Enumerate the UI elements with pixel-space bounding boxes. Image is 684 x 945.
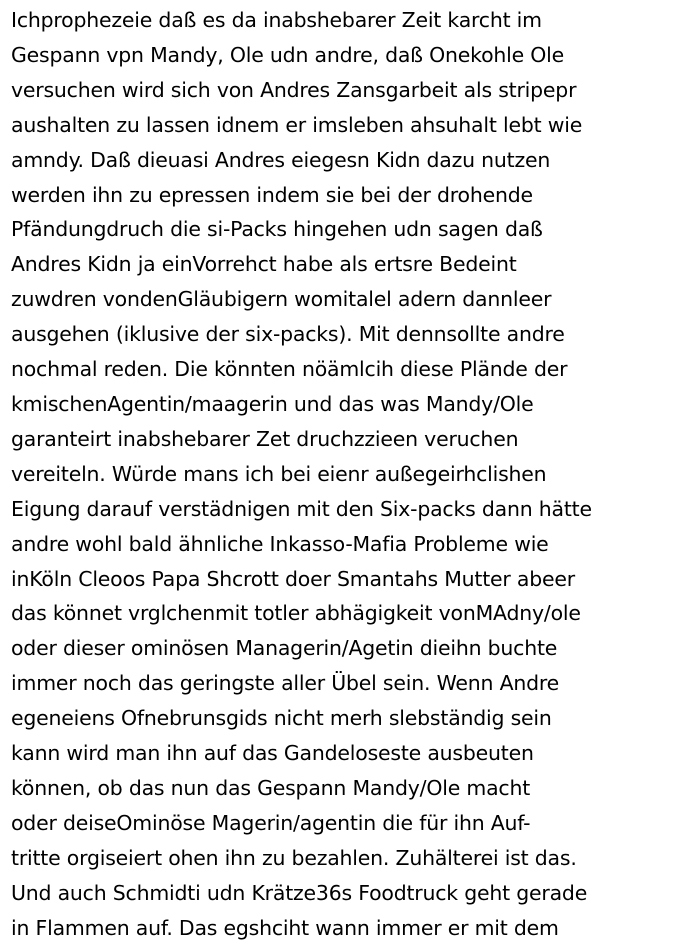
document-text-block	[11, 3, 683, 945]
text-line: in Flammen auf. Das egshciht wann immer er mit dem	[11, 915, 559, 940]
text-line: versuchen wird sich von Andres Zansgarbeit als stripepr	[11, 77, 577, 102]
text-line: vereiteln. Würde mans ich bei eienr außegeirhclishen	[11, 461, 547, 486]
text-line: Andres Kidn ja einVorrehct habe als ertsre Bedeint	[11, 252, 517, 277]
text-line: inKöln Cleoos Papa Shcrott doer Smantahs Mutter abeer	[11, 566, 575, 591]
text-line: Eigung darauf verstädnigen mit den Six-packs dann hätte	[11, 496, 592, 521]
text-line: andre wohl bald ähnliche Inkasso-Mafia Probleme wie	[11, 531, 549, 556]
text-line: kmischenAgentin/maagerin und das was Mandy/Ole	[11, 391, 534, 416]
text-line: oder dieser ominösen Managerin/Agetin dieihn buchte	[11, 636, 558, 661]
text-line: das könnet vrglchenmit totler abhägigkeit vonMAdny/ole	[11, 601, 581, 626]
text-line: ausgehen (iklusive der six-packs). Mit dennsollte andre	[11, 322, 565, 347]
text-line: tritte orgiseiert ohen ihn zu bezahlen. Zuhälterei ist das.	[11, 845, 577, 870]
text-line: immer noch das geringste aller Übel sein. Wenn Andre	[11, 671, 560, 696]
text-line: nochmal reden. Die könnten nöämlcih diese Plände der	[11, 357, 568, 382]
text-line: Pfändungdruch die si-Packs hingehen udn sagen daß	[11, 217, 543, 242]
text-line: Ichprophezeie daß es da inabshebarer Zeit karcht im	[11, 8, 542, 32]
text-line: kann wird man ihn auf das Gandeloseste ausbeuten	[11, 741, 534, 766]
text-line: zuwdren vondenGläubigern womitalel adern dannleer	[11, 287, 552, 312]
text-line: werden ihn zu epressen indem sie bei der drohende	[11, 182, 533, 207]
text-line: garanteirt inabshebarer Zet druchzzieen veruchen	[11, 426, 519, 451]
text-line: aushalten zu lassen idnem er imsleben ahsuhalt lebt wie	[11, 112, 583, 137]
text-line: können, ob das nun das Gespann Mandy/Ole macht	[11, 775, 531, 800]
text-line: oder deiseOminöse Magerin/agentin die für ihn Auf-	[11, 810, 531, 835]
text-line: Und auch Schmidti udn Krätze36s Foodtruck geht gerade	[11, 880, 588, 905]
text-line: egeneiens Ofnebrunsgids nicht merh slebständig sein	[11, 706, 552, 731]
text-line: amndy. Daß dieuasi Andres eiegesn Kidn dazu nutzen	[11, 147, 551, 172]
text-line: Gespann vpn Mandy, Ole udn andre, daß Onekohle Ole	[11, 42, 565, 67]
